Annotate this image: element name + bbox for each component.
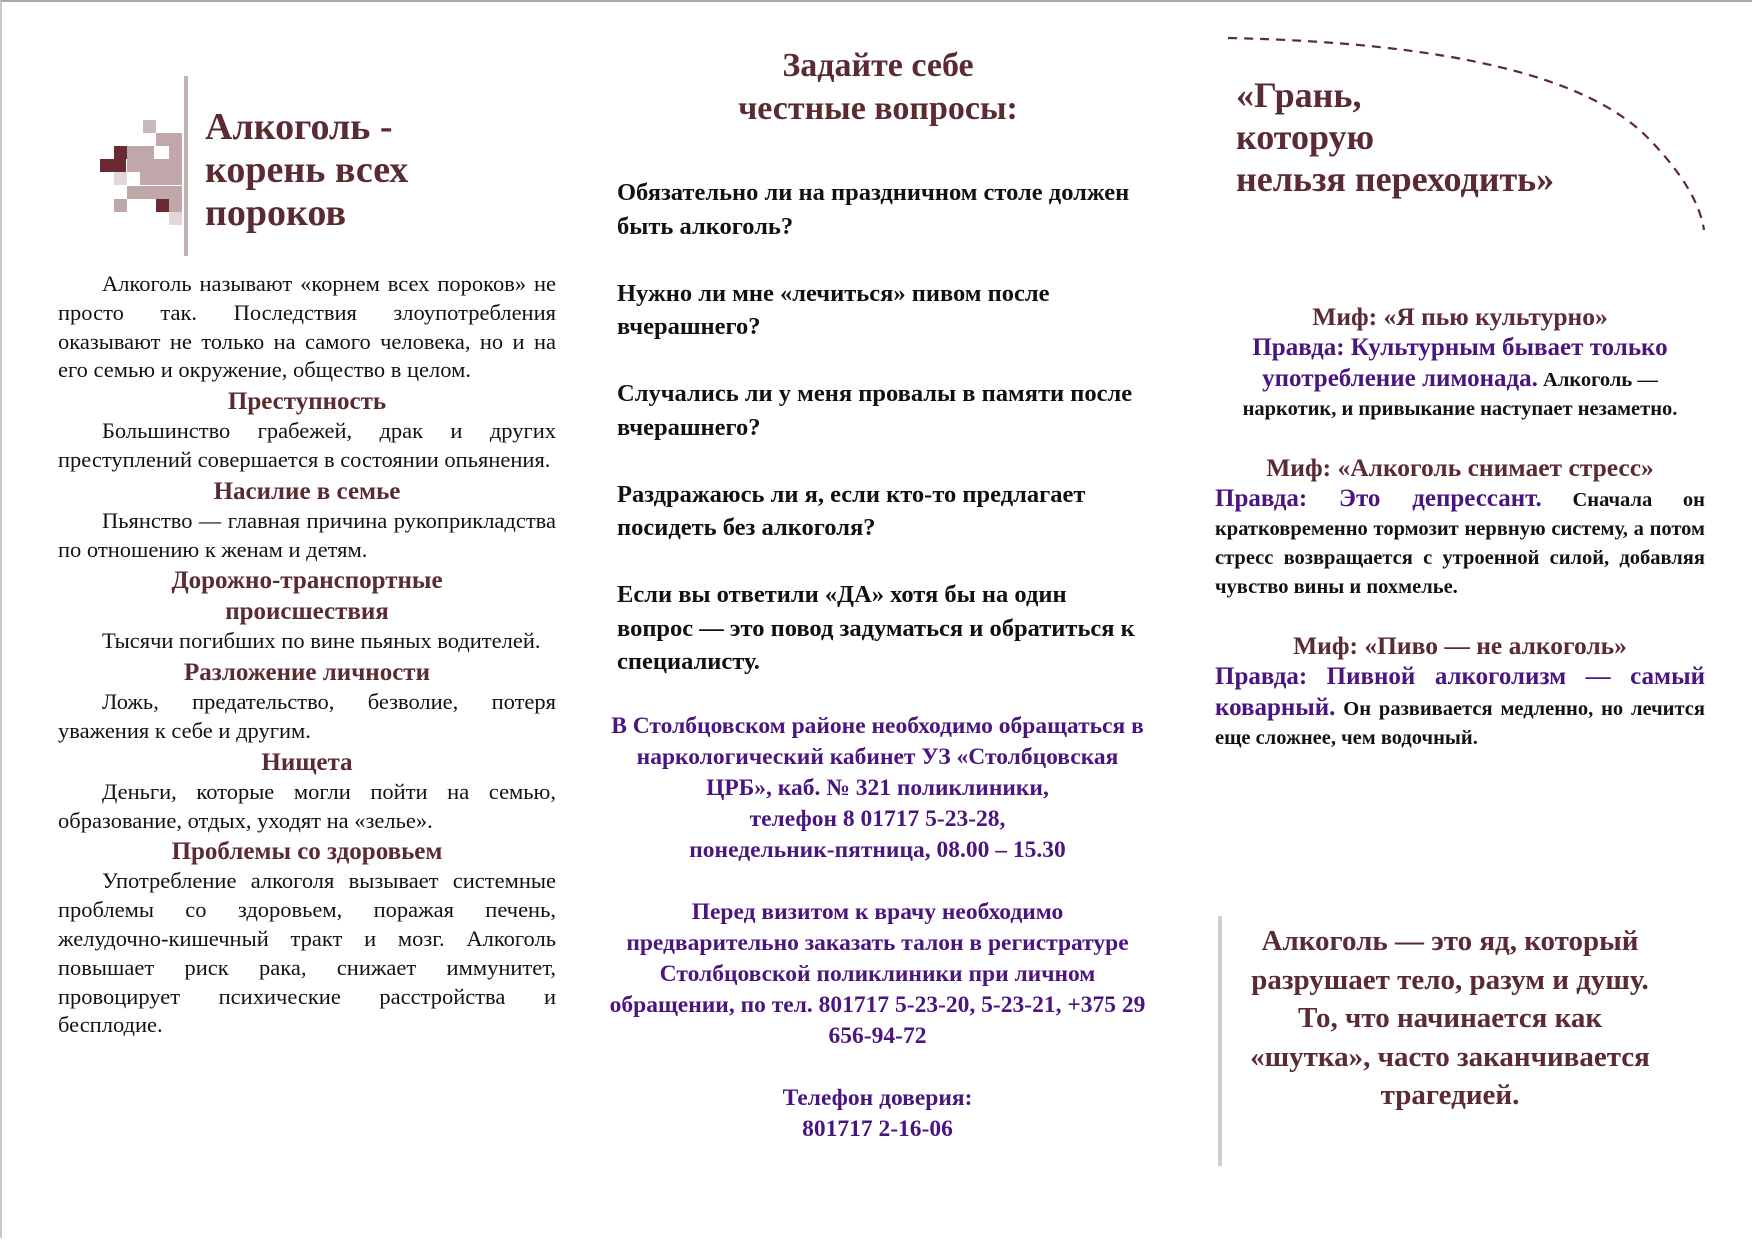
hotline-number: 801717 2-16-06 [802,1116,953,1142]
heading-divider [184,76,188,256]
section-title: Дорожно-транспортные происшествия [171,567,443,626]
myths-list [1215,301,1705,781]
section-title: Проблемы со здоровьем [171,838,443,866]
left-column-text [58,270,556,1040]
question: Обязательно ли на праздничном столе должен быть алкоголь? [617,179,1130,240]
section-text: Тысячи погибших по вине пьяных водителей. [102,628,541,654]
questions-list [617,176,1142,712]
section-title: Нищета [261,748,353,776]
heading-line: корень всех [205,149,409,191]
myth-title: Миф: «Я пью культурно» [1312,302,1608,331]
title-line: Задайте себе [782,47,974,84]
myth-title: Миф: «Пиво — не алкоголь» [1293,631,1627,660]
myth-item [1215,301,1705,424]
myth-truth: Правда: Пивной алкоголизм — самый коварный. [1215,663,1705,721]
myth-truth: Правда: Культурным бывает только употребление лимонада. [1252,334,1668,392]
title-line: честные вопросы: [738,90,1018,127]
myth-item [1215,630,1705,753]
myth-detail: Алкоголь — наркотик, и привыкание наступает незаметно. [1242,369,1678,420]
question: Случались ли у меня провалы в памяти после вчерашнего? [617,380,1133,441]
section-text: Употребление алкоголя вызывает системные проблемы со здоровьем, поражая печень, желудочно-кишечный тракт и мозг. Алкоголь повышает риск рака, снижает иммунитет, провоцирует психические расстройства и бесплодие. [58,868,556,1038]
quote-divider [1218,916,1222,1166]
closing-quote: Алкоголь — это яд, который разрушает тело, разум и душу. То, что начинается как «шутка», часто заканчивается трагедией. [1250,925,1650,1111]
myth-truth: Правда: Это депрессант. [1215,485,1542,512]
section-title: Насилие в семье [213,477,401,505]
contact-info [605,711,1150,1145]
section-text: Пьянство — главная причина рукоприкладства по отношению к женам и детям. [58,507,556,562]
section-title: Преступность [227,388,387,416]
myth-detail: Сначала он кратковременно тормозит нервную систему, а потом стресс возвращается с утроенной силой, добавляя чувство вины и похмелье. [1215,489,1705,598]
title-line: которую [1236,117,1375,157]
question: Нужно ли мне «лечиться» пивом после вчерашнего? [617,279,1050,340]
intro-paragraph: Алкоголь называют «корнем всех пороков» не просто так. Последствия злоупотребления оказывают не только на самого человека, но и на его семью и окружение, общество в целом. [58,271,556,383]
section-text: Ложь, предательство, безволие, потеря уважения к себе и другим. [58,689,556,743]
clinic-phone: телефон 8 01717 5-23-28, [749,806,1006,832]
heading-line: Алкоголь - [205,106,393,148]
questions-title [650,44,1106,130]
title-line: «Грань, [1236,75,1362,115]
section-title: Разложение личности [184,659,430,687]
heading-line: пороков [205,192,346,234]
myth-title: Миф: «Алкоголь снимает стресс» [1266,453,1654,482]
myth-detail: Он развивается медленно, но лечится еще сложнее, чем водочный. [1215,698,1705,749]
section-text: Деньги, которые могли пойти на семью, образование, отдых, уходят на «зелье». [58,778,556,833]
hotline-label: Телефон доверия: [782,1085,973,1111]
main-heading [205,106,408,235]
appointment-info: Перед визитом к врачу необходимо предварительно заказать талон в регистратуре Столбцовской поликлиники при личном обращении, по тел. 801717 5-23-20, 5-23-21, +375 29 656-94-72 [609,899,1146,1049]
cover-title [1236,74,1554,200]
title-line: нельзя переходить» [1236,159,1555,199]
myth-item [1215,452,1705,602]
conclusion: Если вы ответили «ДА» хотя бы на один вопрос — это повод задуматься и обратиться к специалисту. [617,581,1135,675]
clinic-hours: понедельник-пятница, 08.00 – 15.30 [689,837,1066,863]
section-text: Большинство грабежей, драк и других преступлений совершается в состоянии опьянения. [58,418,556,472]
clinic-info: В Столбцовском районе необходимо обращаться в наркологический кабинет УЗ «Столбцовская ЦРБ», каб. № 321 поликлиники, [611,713,1144,801]
question: Раздражаюсь ли я, если кто-то предлагает посидеть без алкоголя? [617,480,1086,541]
